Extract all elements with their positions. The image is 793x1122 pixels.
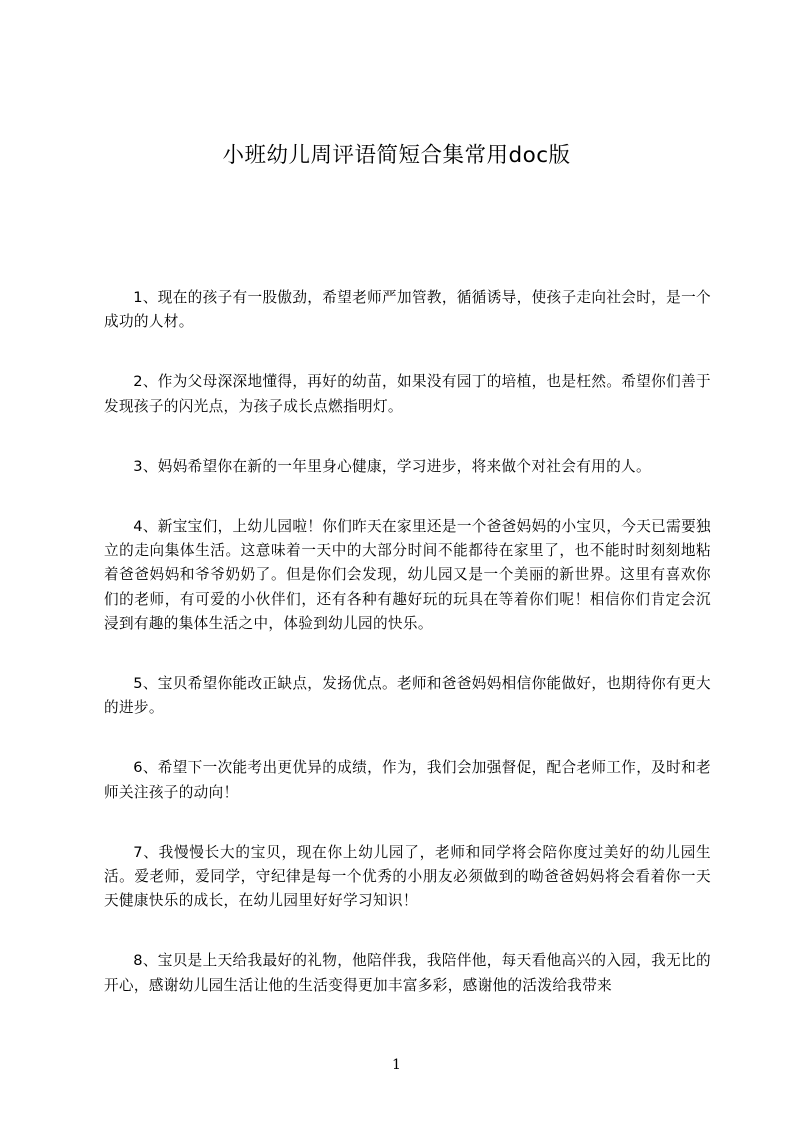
paragraph-1: 1、现在的孩子有一股傲劲，希望老师严加管教，循循诱导，使孩子走向社会时，是一个成功的人材。 — [104, 289, 711, 331]
paragraph-6: 6、希望下一次能考出更优异的成绩，作为，我们会加强督促，配合老师工作，及时和老师关注孩子的动向！ — [104, 759, 711, 801]
paragraph-3: 3、妈妈希望你在新的一年里身心健康，学习进步，将来做个对社会有用的人。 — [133, 457, 651, 475]
paragraph-7: 7、我慢慢长大的宝贝，现在你上幼儿园了，老师和同学将会陪你度过美好的幼儿园生活。爱老师，爱同学，守纪律是每一个优秀的小朋友必须做到的呦爸爸妈妈将会看着你一天天健康快乐的成长，在幼儿园里好好学习知识！ — [104, 843, 711, 910]
paragraph-2: 2、作为父母深深地懂得，再好的幼苗，如果没有园丁的培植，也是枉然。希望你们善于发现孩子的闪光点，为孩子成长点燃指明灯。 — [104, 373, 711, 415]
document-title: 小班幼儿周评语简短合集常用doc版 — [222, 143, 571, 168]
page-number: 1 — [392, 1057, 401, 1073]
paragraph-8: 8、宝贝是上天给我最好的礼物，他陪伴我，我陪伴他，每天看他高兴的入园，我无比的开心，感谢幼儿园生活让他的生活变得更加丰富多彩，感谢他的活泼给我带来 — [104, 952, 711, 994]
document-body — [104, 286, 711, 1034]
paragraph-4: 4、新宝宝们，上幼儿园啦！你们昨天在家里还是一个爸爸妈妈的小宝贝，今天已需要独立的走向集体生活。这意味着一天中的大部分时间不能都待在家里了，也不能时时刻刻地粘着爸爸妈妈和爷爷奶奶了。但是你们会发现，幼儿园又是一个美丽的新世界。这里有喜欢你们的老师，有可爱的小伙伴们，还有各种有趣好玩的玩具在等着你们呢！相信你们肯定会沉浸到有趣的集体生活之中，体验到幼儿园的快乐。 — [104, 518, 711, 632]
paragraph-5: 5、宝贝希望你能改正缺点，发扬优点。老师和爸爸妈妈相信你能做好，也期待你有更大的进步。 — [104, 675, 711, 717]
